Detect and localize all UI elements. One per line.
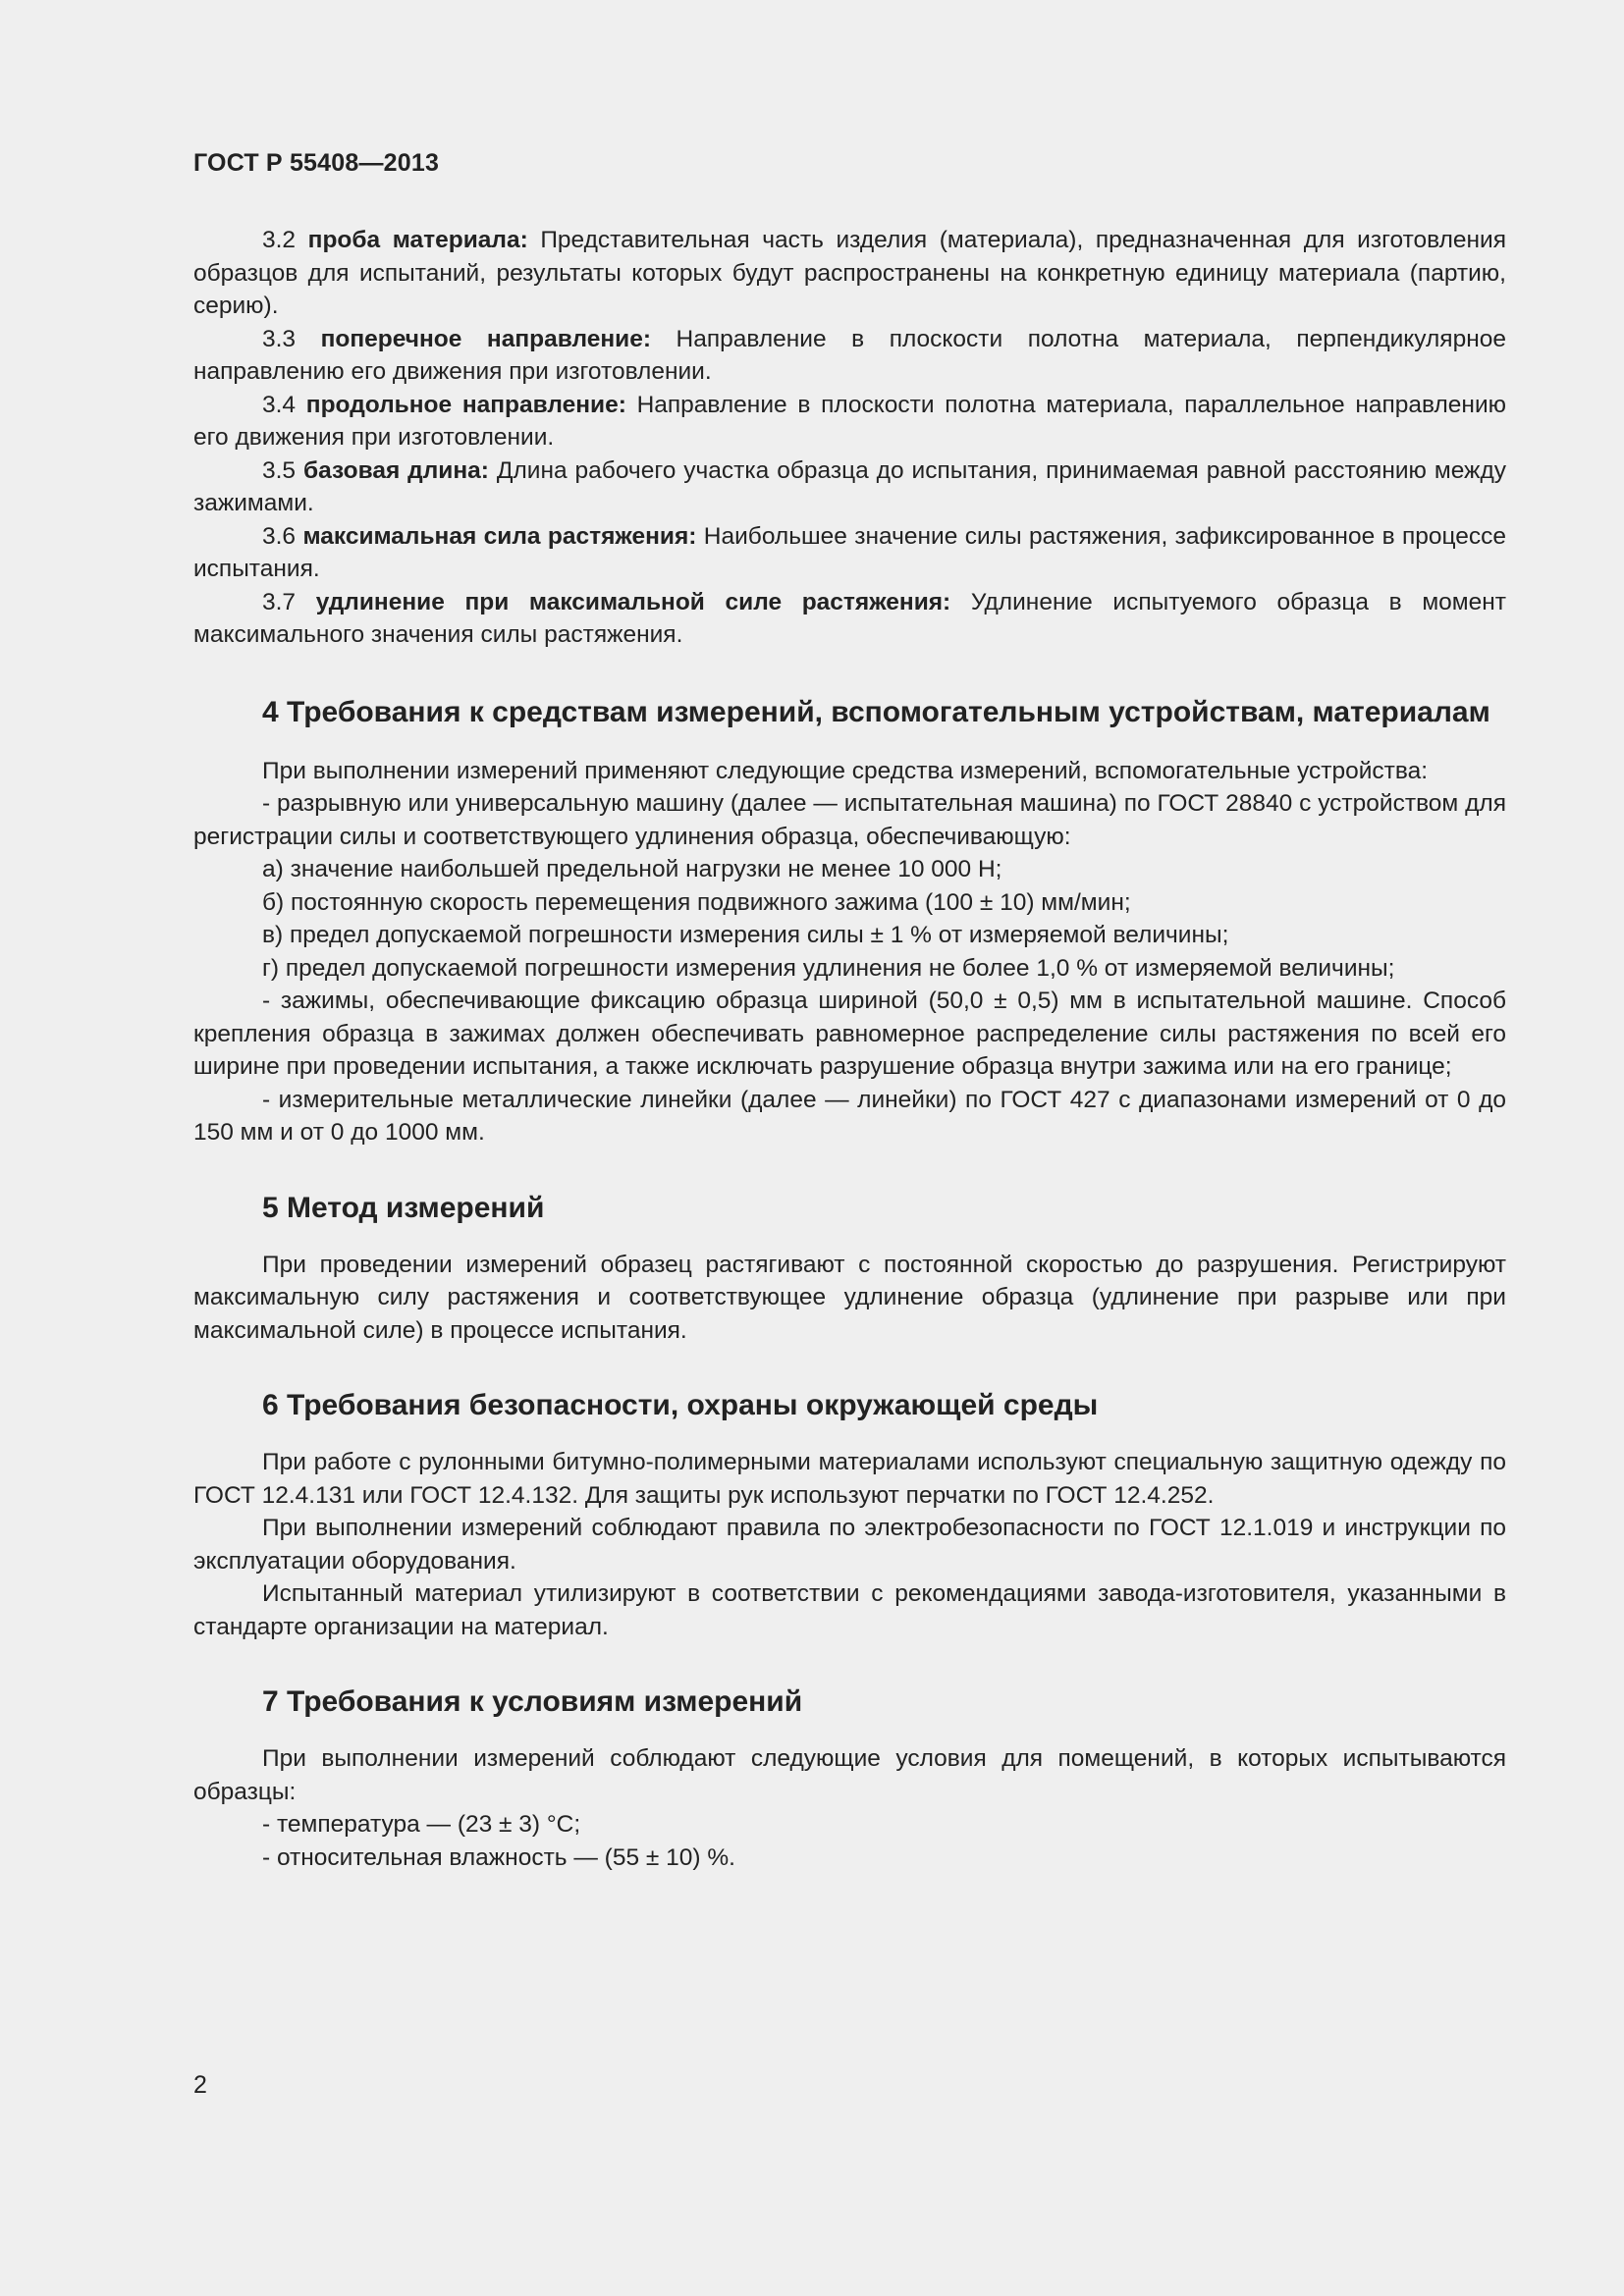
section-heading-7: 7 Требования к условиям измерений bbox=[262, 1685, 803, 1718]
document-body bbox=[193, 224, 1506, 1874]
section-4-paragraph: а) значение наибольшей предельной нагрузки не менее 10 000 Н; bbox=[262, 856, 1002, 882]
page-number: 2 bbox=[193, 2071, 207, 2099]
section-4-paragraph: - разрывную или универсальную машину (далее — испытательная машина) по ГОСТ 28840 с устройством для регистрации силы и соответствующего удлинения образца, обеспечивающую: bbox=[193, 790, 1506, 850]
term-name: проба материала: bbox=[307, 227, 528, 253]
term-number: 3.6 bbox=[262, 522, 297, 550]
term-text: Длина рабочего участка образца до испытания, принимаемая равной расстоянию между зажимами. bbox=[193, 456, 1506, 516]
term-number: 3.2 bbox=[262, 227, 297, 253]
term-number: 3.3 bbox=[262, 325, 297, 352]
term-number: 3.4 bbox=[262, 391, 297, 418]
section-4-paragraph: в) предел допускаемой погрешности измерения силы ± 1 % от измеряемой величины; bbox=[262, 922, 1229, 948]
section-heading-6: 6 Требования безопасности, охраны окружающей среды bbox=[262, 1389, 1099, 1421]
term-text: Направление в плоскости полотна материала, параллельное направлению его движения при изготовлении. bbox=[193, 391, 1507, 451]
term-name: базовая длина: bbox=[303, 456, 489, 484]
term-number: 3.5 bbox=[262, 456, 297, 484]
term-number: 3.7 bbox=[262, 588, 297, 615]
term-definition-3-3 bbox=[193, 323, 1506, 389]
term-text: Удлинение испытуемого образца в момент максимального значения силы растяжения. bbox=[193, 588, 1507, 648]
section-4-paragraph: б) постоянную скорость перемещения подвижного зажима (100 ± 10) мм/мин; bbox=[262, 888, 1131, 916]
section-7-paragraph: - температура — (23 ± 3) °С; bbox=[262, 1811, 581, 1838]
term-definition-3-7 bbox=[193, 586, 1506, 652]
section-7-paragraph: При выполнении измерений соблюдают следующие условия для помещений, в которых испытываются образцы: bbox=[193, 1745, 1506, 1805]
term-definition-3-5 bbox=[193, 454, 1506, 520]
section-7-paragraph: - относительная влажность — (55 ± 10) %. bbox=[262, 1843, 735, 1871]
section-4-paragraph: При выполнении измерений применяют следующие средства измерений, вспомогательные устройства: bbox=[262, 757, 1429, 784]
term-text: Направление в плоскости полотна материала, перпендикулярное направлению его движения при изготовлении. bbox=[193, 325, 1506, 385]
section-6-paragraph: Испытанный материал утилизируют в соответствии с рекомендациями завода-изготовителя, указанными в стандарте организации на материал. bbox=[193, 1580, 1506, 1640]
term-definition-3-2 bbox=[193, 224, 1506, 323]
section-5-paragraph: При проведении измерений образец растягивают с постоянной скоростью до разрушения. Регистрируют максимальную силу растяжения и соответствующее удлинение образца (удлинение при разрыве или при максимальной силе) в процессе испытания. bbox=[193, 1251, 1506, 1344]
term-name: максимальная сила растяжения: bbox=[302, 522, 697, 550]
term-name: поперечное направление: bbox=[320, 325, 651, 352]
document-header: ГОСТ Р 55408—2013 bbox=[193, 149, 440, 177]
section-4-paragraph: г) предел допускаемой погрешности измерения удлинения не более 1,0 % от измеряемой величины; bbox=[262, 954, 1395, 982]
term-name: продольное направление: bbox=[305, 391, 626, 418]
section-6-paragraph: При работе с рулонными битумно-полимерными материалами используют специальную защитную одежду по ГОСТ 12.4.131 или ГОСТ 12.4.132. Для защиты рук используют перчатки по ГОСТ 12.4.252. bbox=[193, 1449, 1506, 1509]
term-definition-3-4 bbox=[193, 389, 1506, 454]
section-6-paragraph: При выполнении измерений соблюдают правила по электробезопасности по ГОСТ 12.1.019 и инструкции по эксплуатации оборудования. bbox=[193, 1515, 1506, 1575]
section-heading-5: 5 Метод измерений bbox=[262, 1191, 545, 1224]
section-heading-4: 4 Требования к средствам измерений, вспомогательным устройствам, материалам bbox=[262, 695, 1490, 728]
term-name: удлинение при максимальной силе растяжения: bbox=[315, 588, 951, 615]
term-text: Наибольшее значение силы растяжения, зафиксированное в процессе испытания. bbox=[193, 522, 1507, 582]
term-text: Представительная часть изделия (материала), предназначенная для изготовления образцов для испытаний, результаты которых будут распространены на конкретную единицу материала (партию, серию). bbox=[193, 227, 1506, 319]
section-4-paragraph: - измерительные металлические линейки (далее — линейки) по ГОСТ 427 с диапазонами измерений от 0 до 150 мм и от 0 до 1000 мм. bbox=[193, 1086, 1506, 1146]
section-4-paragraph: - зажимы, обеспечивающие фиксацию образца шириной (50,0 ± 0,5) мм в испытательной машине. Способ крепления образца в зажимах должен обеспечивать равномерное распределение силы растяжения по всей его ширине при проведении испытания, а также исключать разрушение образца внутри зажима или на его границе; bbox=[193, 988, 1506, 1080]
term-definition-3-6 bbox=[193, 520, 1506, 586]
